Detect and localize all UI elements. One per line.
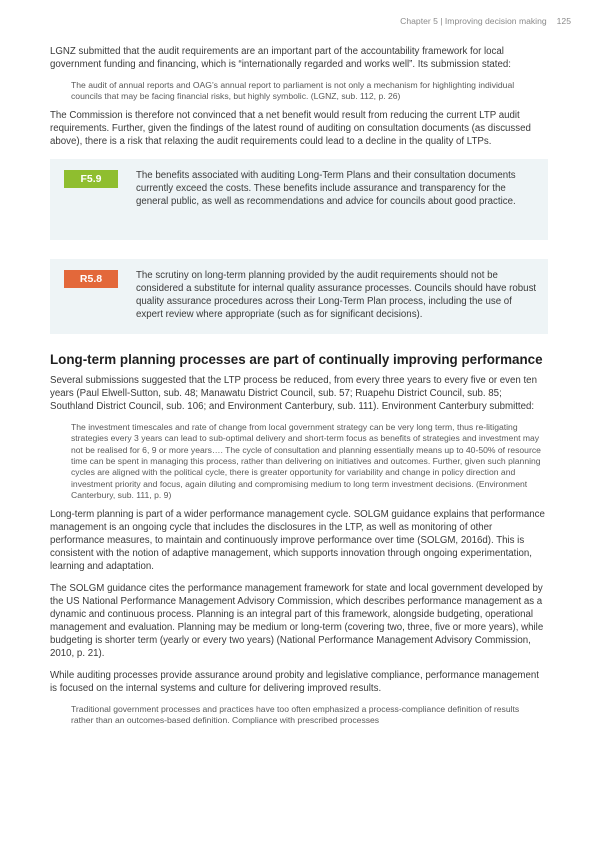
chapter-title: Chapter 5 | Improving decision making bbox=[400, 16, 547, 26]
finding-text: The benefits associated with auditing Long-Term Plans and their consultation documents currently exceed the costs. These benefits include assurance and transparency for the general public, as well as recommendations and advice for councils about good practice. bbox=[136, 169, 516, 207]
paragraph-submissions: Several submissions suggested that the LTP process be reduced, from every three years to every five or even ten years (Paul Elwell-Sutton, sub. 48; Manawatu District Council, sub. 57; Ruapehu District Council, sub. 85; Southland District Council, sub. 106; and Environment Canterbury, sub. 111). Environment Canterbury submitted: bbox=[50, 374, 537, 412]
page-content bbox=[50, 45, 548, 726]
recommendation-box bbox=[50, 259, 548, 334]
block-quote-environment-canterbury: The investment timescales and rate of change from local government strategy can be very long term, thus re-litigating strategies every 3 years can lead to sub-optimal delivery and short-term focus as benefits of strategies and investment may not be realised for 6, 9 or more years…. The cycle of consultation and planning essentially means up to 40-50% of resource time can be spent in managing this process, rather than delivering on initiatives and outcomes. Further, given such planning cycles are aligned with the political cycle, there is greater opportunity for variability and change in policy direction and investment priority and focus, again diluting and compromising medium to long term investment decisions. (Environment Canterbury, sub. 111, p. 9) bbox=[71, 421, 541, 501]
paragraph-commission: The Commission is therefore not convinced that a net benefit would result from reducing the current LTP audit requirements. Further, given the findings of the latest round of auditing on consultation documents (as discussed above), there is a risk that relaxing the audit requirements could lead to a decline in the quality of LTPs. bbox=[50, 109, 531, 147]
running-header bbox=[400, 16, 571, 26]
paragraph-solgm-guidance: The SOLGM guidance cites the performance management framework for state and local government developed by the US National Performance Management Advisory Commission, which describes performance management as a dynamic and continuous process. Planning is an integral part of this framework, alongside budgeting, operational management and evaluation. Planning may be medium or long-term (covering two, three, five or more years), while budgeting is shorter term (yearly or every two years) (National Performance Management Advisory Commission, 2010, p. 21). bbox=[50, 582, 544, 659]
block-quote-traditional-processes: Traditional government processes and practices have too often emphasized a process-compliance definition of results rather than an outcomes-based definition. Compliance with prescribed processes bbox=[71, 703, 520, 726]
paragraph-lgnz: LGNZ submitted that the audit requirements are an important part of the accountability framework for local government funding and financing, which is “internationally regarded and works well”. Its submission stated: bbox=[50, 46, 511, 70]
page-number: 125 bbox=[556, 16, 571, 26]
block-quote-lgnz: The audit of annual reports and OAG’s annual report to parliament is not only a mechanism for highlighting individual councils that may be facing financial risks, but highly symbolic. (LGNZ, sub. 112, p. 26) bbox=[71, 80, 515, 102]
section-heading: Long-term planning processes are part of continually improving performance bbox=[50, 351, 543, 367]
paragraph-auditing: While auditing processes provide assurance around probity and legislative compliance, performance management is focused on the internal systems and culture for delivering improved results. bbox=[50, 669, 539, 694]
recommendation-badge: R5.8 bbox=[64, 270, 118, 288]
finding-box bbox=[50, 159, 548, 240]
paragraph-performance-cycle: Long-term planning is part of a wider performance management cycle. SOLGM guidance explains that performance management is an ongoing cycle that includes the disclosures in the LTP, as well as monitoring of other performance measures, to maintain and continuously improve performance over time (SOLGM, 2016d). This is consistent with the notion of adaptive management, which supports innovation through ongoing experimentation, learning and adaptation. bbox=[50, 508, 545, 572]
finding-badge: F5.9 bbox=[64, 170, 118, 188]
recommendation-text: The scrutiny on long-term planning provided by the audit requirements should not be considered a substitute for internal quality assurance processes. Councils should have robust quality assurance procedures across their Long-Term Plan process, including the use of expert review where appropriate (such as for significant decisions). bbox=[136, 269, 537, 320]
